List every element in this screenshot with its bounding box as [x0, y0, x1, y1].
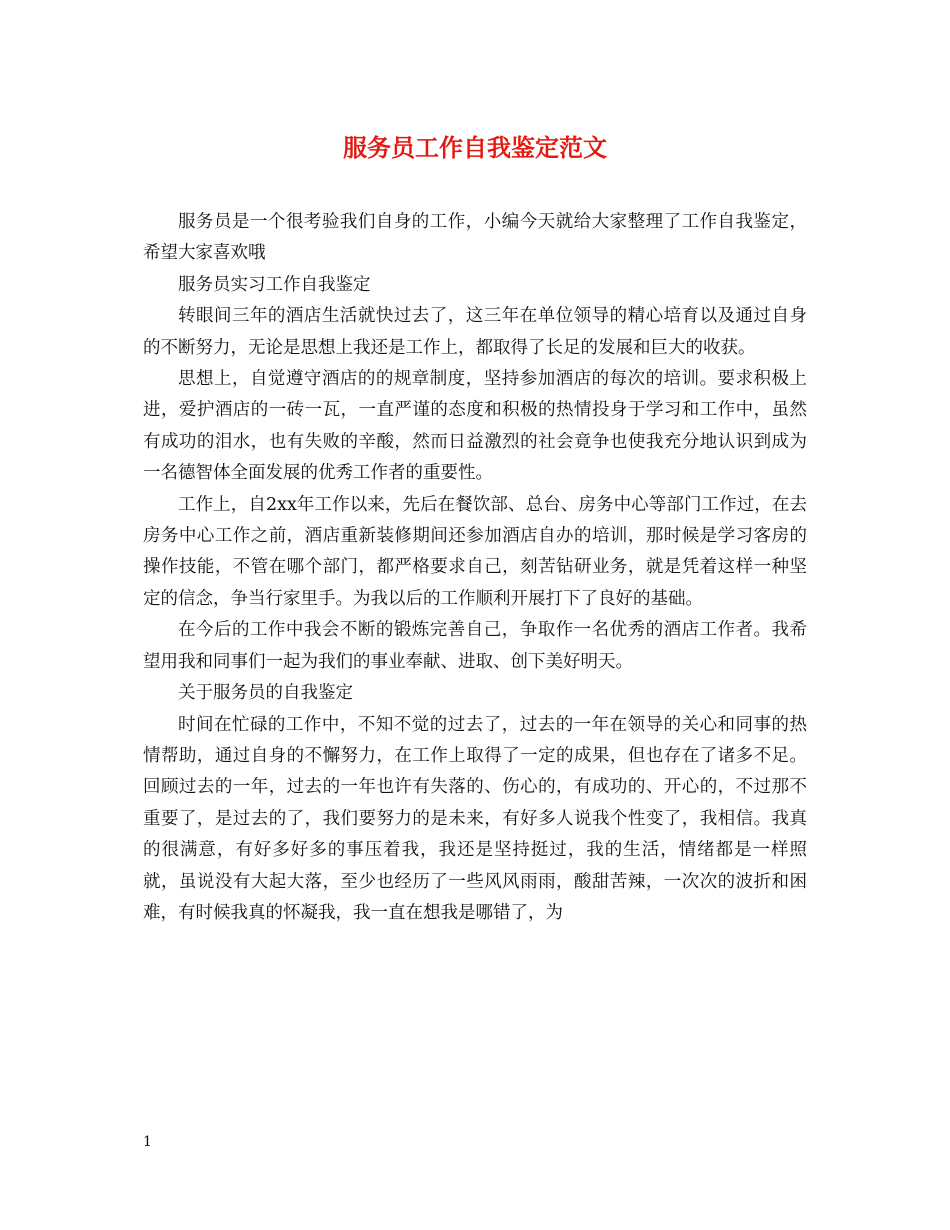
section-heading-self-assessment: 关于服务员的自我鉴定	[178, 683, 353, 704]
paragraph: 工作上，自2xx年工作以来，先后在餐饮部、总台、房务中心等部门工作过，在去房务中心工作之前，酒店重新装修期间还参加酒店自办的培训，那时候是学习客房的操作技能，不管在哪个部门，都严格要求自己，刻苦钻研业务，就是凭着这样一种坚定的信念，争当行家里手。为我以后的工作顺利开展打下了良好的基础。	[143, 494, 807, 609]
page-number: 1	[143, 1134, 152, 1150]
document-title: 服务员工作自我鉴定范文	[343, 133, 607, 162]
paragraph-intro: 服务员是一个很考验我们自身的工作，小编今天就给大家整理了工作自我鉴定，希望大家喜欢哦	[143, 212, 807, 264]
section-heading-internship: 服务员实习工作自我鉴定	[178, 274, 371, 295]
paragraph: 思想上，自觉遵守酒店的的规章制度，坚持参加酒店的每次的培训。要求积极上进，爱护酒店的一砖一瓦，一直严谨的态度和积极的热情投身于学习和工作中，虽然有成功的泪水，也有失败的辛酸，然而日益激烈的社会竟争也使我充分地认识到成为一名德智体全面发展的优秀工作者的重要性。	[143, 369, 807, 484]
document-body	[143, 207, 807, 929]
paragraph: 时间在忙碌的工作中，不知不觉的过去了，过去的一年在领导的关心和同事的热情帮助，通过自身的不懈努力，在工作上取得了一定的成果，但也存在了诸多不足。回顾过去的一年，过去的一年也许有失落的、伤心的，有成功的、开心的，不过那不重要了，是过去的了，我们要努力的是未来，有好多人说我个性变了，我相信。我真的很满意，有好多好多的事压着我，我还是坚持挺过，我的生活，情绪都是一样照就，虽说没有大起大落，至少也经历了一些风风雨雨，酸甜苦辣，一次次的波折和困难，有时候我真的怀凝我，我一直在想我是哪错了，为	[143, 714, 807, 923]
paragraph: 在今后的工作中我会不断的锻炼完善自己，争取作一名优秀的酒店工作者。我希望用我和同事们一起为我们的事业奉献、进取、创下美好明天。	[143, 620, 807, 672]
paragraph: 转眼间三年的酒店生活就快过去了，这三年在单位领导的精心培育以及通过自身的不断努力，无论是思想上我还是工作上，都取得了长足的发展和巨大的收获。	[143, 306, 807, 358]
